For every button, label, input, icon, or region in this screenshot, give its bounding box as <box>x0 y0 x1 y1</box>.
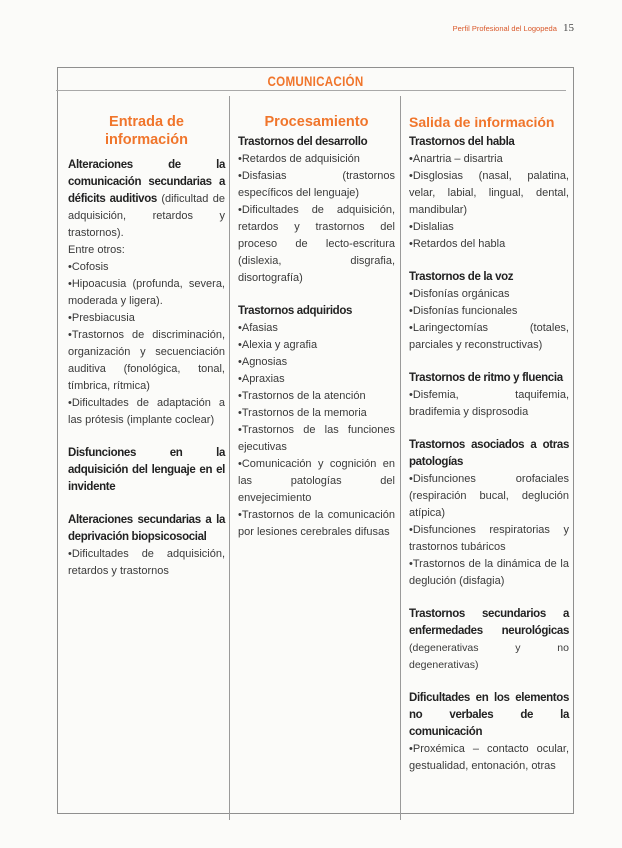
list-item: •Trastornos de la memoria <box>238 407 367 419</box>
title-divider <box>56 90 566 91</box>
list-item: •Retardos de adquisición <box>238 153 360 165</box>
column-entrada <box>68 113 225 580</box>
list-item: •Proxémica – contacto ocular, gestualidad, entonación, otras <box>409 743 569 772</box>
list-item: •Trastornos de la dinámica de la deglución (disfagia) <box>409 558 569 587</box>
running-header <box>453 22 574 34</box>
list-item: •Dislalias <box>409 221 454 233</box>
section-title: COMUNICACIÓN <box>267 74 364 89</box>
group-deficits-auditivos <box>68 157 225 242</box>
list-item: •Trastornos de la comunicación por lesiones cerebrales difusas <box>238 509 395 538</box>
list-item: •Trastornos de discriminación, organización y secuenciación auditiva (fonológica, tonal, tímbrica, rítmica) <box>68 329 225 392</box>
group-enfermedades-neurologicas <box>409 606 569 674</box>
group-heading: Trastornos secundarios a enfermedades neurológicas <box>409 608 569 637</box>
group-heading: Alteraciones de la comunicación secundarias a déficits auditivos <box>68 159 225 205</box>
list-item: •Trastornos de la atención <box>238 390 366 402</box>
group-intro: Entre otros: <box>68 244 125 256</box>
group-heading: Trastornos asociados a otras patologías <box>409 439 569 468</box>
group-heading: Trastornos del desarrollo <box>238 136 368 148</box>
group-heading: Disfunciones en la adquisición del lenguaje en el invidente <box>68 447 225 493</box>
group-note: (dificultad de adquisición, retardos y trastornos). <box>68 193 226 239</box>
column-title-procesamiento: Procesamiento <box>264 114 369 130</box>
list-item: •Hipoacusia (profunda, severa, moderada y ligera). <box>68 278 225 307</box>
group-heading: Trastornos adquiridos <box>238 305 353 317</box>
group-heading: Trastornos de la voz <box>409 271 514 283</box>
group-note: (degenerativas y no degenerativas) <box>409 642 569 671</box>
list-item: •Laringectomías (totales, parciales y reconstructivas) <box>409 322 569 351</box>
list-item: •Disfonías orgánicas <box>409 288 510 300</box>
column-title-entrada: Entrada de información <box>105 114 188 148</box>
list-item: •Apraxias <box>238 373 285 385</box>
list-item: •Disfasias (trastornos específicos del lenguaje) <box>238 170 395 199</box>
list-item: •Trastornos de las funciones ejecutivas <box>238 424 395 453</box>
group-heading: Dificultades en los elementos no verbales de la comunicación <box>409 692 569 738</box>
list-item: •Disglosias (nasal, palatina, velar, labial, lingual, dental, mandibular) <box>409 170 569 216</box>
column-divider-2 <box>400 96 401 820</box>
list-item: •Afasias <box>238 322 278 334</box>
column-procesamiento <box>238 113 395 541</box>
column-salida <box>409 113 569 775</box>
group-heading: Alteraciones secundarias a la deprivación biopsicosocial <box>68 514 225 543</box>
list-item: •Dificultades de adquisición, retardos y trastornos del proceso de lecto-escritura (dislexia, disgrafia, disortografía) <box>238 204 395 284</box>
list-item: •Disfunciones respiratorias y trastornos tubáricos <box>409 524 569 553</box>
group-heading: Trastornos del habla <box>409 136 515 148</box>
list-item: •Retardos del habla <box>409 238 506 250</box>
list-item: •Dificultades de adquisición, retardos y trastornos <box>68 548 225 577</box>
group-heading: Trastornos de ritmo y fluencia <box>409 372 563 384</box>
list-item: •Presbiacusia <box>68 312 135 324</box>
list-item: •Cofosis <box>68 261 109 273</box>
running-title: Perfil Profesional del Logopeda <box>452 24 557 33</box>
list-item: •Agnosias <box>238 356 288 368</box>
list-item: •Alexia y agrafia <box>238 339 318 351</box>
page-number: 15 <box>563 22 574 34</box>
list-item: •Anartria – disartria <box>409 153 503 165</box>
column-title-salida: Salida de información <box>409 114 555 130</box>
list-item: •Disfemia, taquifemia, bradifemia y disprosodia <box>409 389 569 418</box>
list-item: •Comunicación y cognición en las patologías del envejecimiento <box>238 458 395 504</box>
column-divider-1 <box>229 96 230 820</box>
list-item: •Disfonías funcionales <box>409 305 518 317</box>
list-item: •Dificultades de adaptación a las prótesis (implante coclear) <box>68 397 225 426</box>
list-item: •Disfunciones orofaciales (respiración bucal, deglución atípica) <box>409 473 569 519</box>
